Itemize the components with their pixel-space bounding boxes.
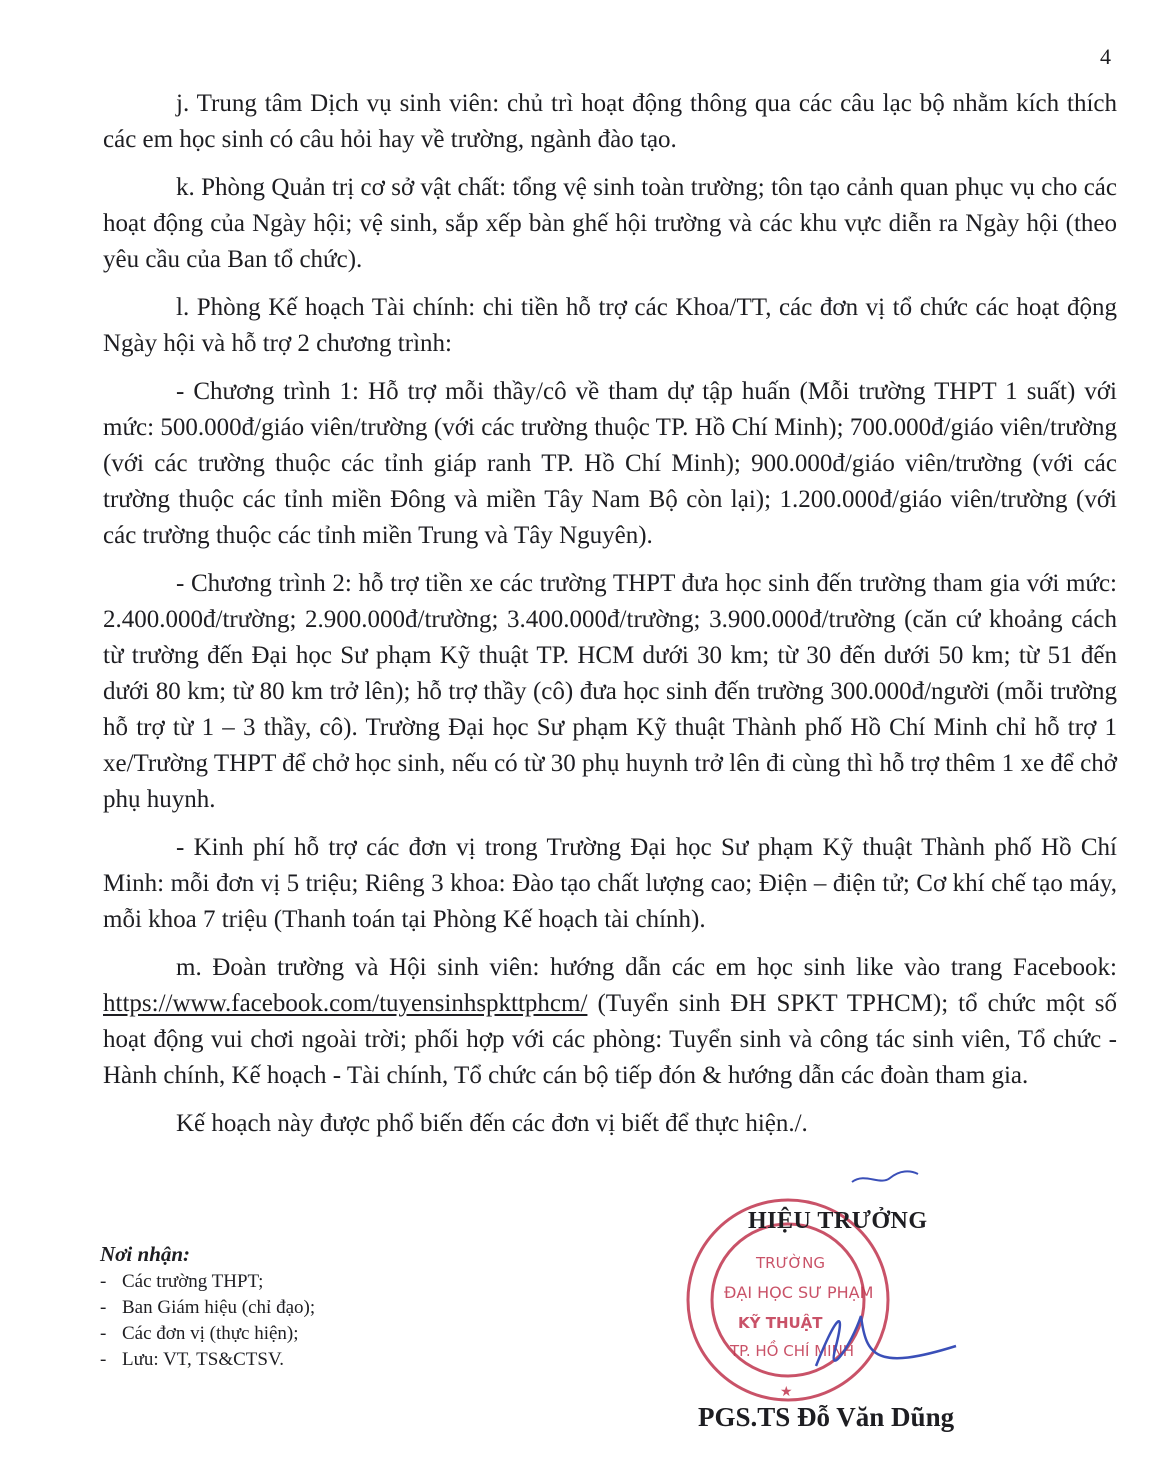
recipients-title: Nơi nhận: [100,1242,191,1266]
recipient-item: - Các đơn vị (thực hiện); [100,1321,315,1347]
svg-text:ĐẠI HỌC SƯ PHẠM: ĐẠI HỌC SƯ PHẠM [724,1283,874,1302]
paragraph-m-rest: (Tuyển sinh ĐH SPKT TPHCM); tổ chức một số hoạt động vui chơi ngoài trời; phối hợp với các phòng: Tuyển sinh và công tác sinh viên, Tổ chức - Hành chính, Kế hoạch - Tài chính, Tổ chức cán bộ tiếp đón & hướng dẫn các đoàn tham gia. [103,990,1117,1089]
svg-text:★: ★ [780,1384,793,1400]
page-number: 4 [1100,44,1111,69]
recipients-block [100,1242,315,1373]
svg-text:KỸ THUẬT: KỸ THUẬT [738,1314,823,1332]
signer-name: PGS.TS Đỗ Văn Dũng [698,1402,955,1432]
paragraph-m [103,950,1117,1094]
paragraph-l: l. Phòng Kế hoạch Tài chính: chi tiền hỗ trợ các Khoa/TT, các đơn vị tổ chức các hoạt động Ngày hội và hỗ trợ 2 chương trình: [103,294,1117,357]
paragraph-closing: Kế hoạch này được phổ biến đến các đơn vị biết để thực hiện./. [176,1110,808,1137]
recipient-item: - Lưu: VT, TS&CTSV. [100,1347,315,1373]
paragraph-m-intro: m. Đoàn trường và Hội sinh viên: hướng dẫn các em học sinh like vào trang Facebook: [176,954,1117,981]
document-body [103,86,1117,1142]
handwritten-flourish [850,1160,920,1190]
recipient-item: - Ban Giám hiệu (chỉ đạo); [100,1295,315,1321]
facebook-link[interactable]: https://www.facebook.com/tuyensinhspkttphcm/ [103,990,588,1017]
recipient-item: - Các trường THPT; [100,1269,315,1295]
paragraph-program-2: - Chương trình 2: hỗ trợ tiền xe các trường THPT đưa học sinh đến trường tham gia với mức: 2.400.000đ/trường; 2.900.000đ/trường; 3.400.000đ/trường; 3.900.000đ/trường (căn cứ khoảng cách từ trường đến Đại học Sư phạm Kỹ thuật TP. HCM dưới 30 km; từ 30 đến dưới 50 km; từ 51 đến dưới 80 km; từ 80 km trở lên); hỗ trợ thầy (cô) đưa học sinh đến trường 300.000đ/người (mỗi trường hỗ trợ từ 1 – 3 thầy, cô). Trường Đại học Sư phạm Kỹ thuật Thành phố Hồ Chí Minh chỉ hỗ trợ 1 xe/Trường THPT để chở học sinh, nếu có từ 30 phụ huynh trở lên đi cùng thì hỗ trợ thêm 1 xe để chở phụ huynh. [103,570,1117,813]
signatory-title: HIỆU TRƯỞNG [748,1208,928,1234]
svg-text:TP. HỒ CHÍ MINH: TP. HỒ CHÍ MINH [730,1342,855,1360]
paragraph-program-1: - Chương trình 1: Hỗ trợ mỗi thầy/cô về tham dự tập huấn (Mỗi trường THPT 1 suất) với mức: 500.000đ/giáo viên/trường (với các trường thuộc TP. Hồ Chí Minh); 700.000đ/giáo viên/trường (với các trường thuộc các tỉnh giáp ranh TP. Hồ Chí Minh); 900.000đ/giáo viên/trường (với các trường thuộc các tỉnh miền Đông và miền Tây Nam Bộ còn lại); 1.200.000đ/giáo viên/trường (với các trường thuộc các tỉnh miền Trung và Tây Nguyên). [103,378,1117,549]
svg-text:TRƯỜNG: TRƯỜNG [756,1254,825,1272]
paragraph-j: j. Trung tâm Dịch vụ sinh viên: chủ trì hoạt động thông qua các câu lạc bộ nhằm kích thích các em học sinh có câu hỏi hay về trường, ngành đào tạo. [103,90,1117,153]
recipients-list [100,1269,315,1373]
paragraph-k: k. Phòng Quản trị cơ sở vật chất: tổng vệ sinh toàn trường; tôn tạo cảnh quan phục vụ cho các hoạt động của Ngày hội; vệ sinh, sắp xếp bàn ghế hội trường và các khu vực diễn ra Ngày hội (theo yêu cầu của Ban tổ chức). [103,174,1117,273]
paragraph-funding: - Kinh phí hỗ trợ các đơn vị trong Trường Đại học Sư phạm Kỹ thuật Thành phố Hồ Chí Minh: mỗi đơn vị 5 triệu; Riêng 3 khoa: Đào tạo chất lượng cao; Điện – điện tử; Cơ khí chế tạo máy, mỗi khoa 7 triệu (Thanh toán tại Phòng Kế hoạch tài chính). [103,834,1117,933]
